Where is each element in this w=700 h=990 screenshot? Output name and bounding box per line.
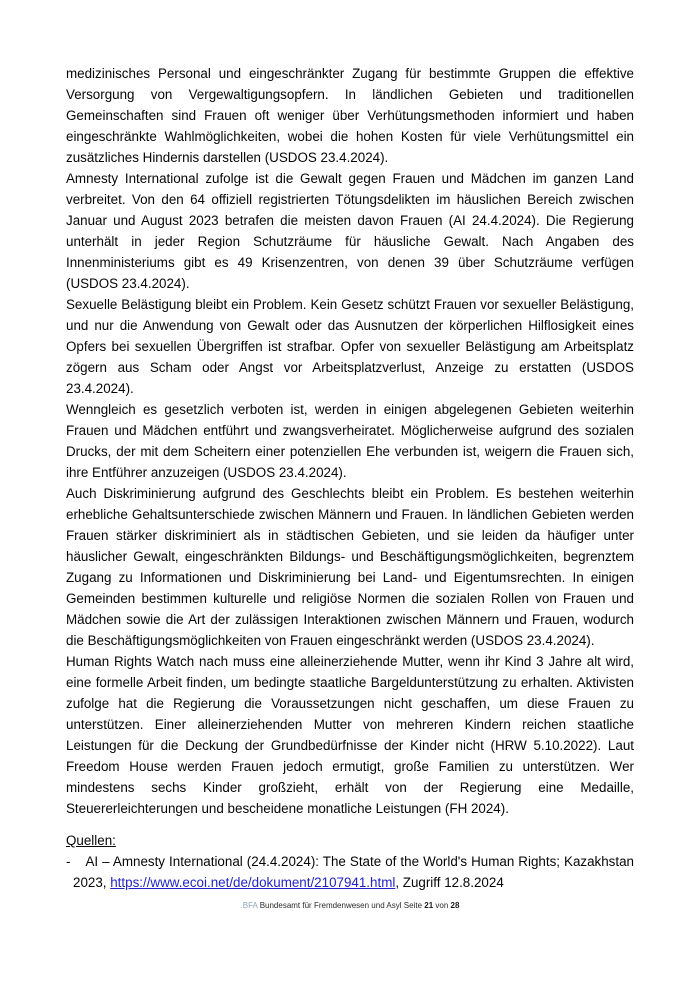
source-list-item bbox=[66, 851, 634, 893]
bfa-logo: .BFA bbox=[240, 901, 258, 910]
sources-section bbox=[66, 830, 634, 851]
paragraph-1: medizinisches Personal und eingeschränkter Zugang für bestimmte Gruppen die effektive Versorgung von Vergewaltigungsopfern. In ländlichen Gebieten und traditionellen Gemeinschaften sind Frauen oft weniger über Verhütungsmethoden informiert und haben eingeschränkte Wahlmöglichkeiten, wobei die hohen Kosten für viele Verhütungsmittel ein zusätzliches Hindernis darstellen (USDOS 23.4.2024). bbox=[66, 66, 634, 165]
footer-page-label: Seite bbox=[403, 901, 423, 910]
footer-of-label: von bbox=[435, 901, 449, 910]
paragraph-5: Auch Diskriminierung aufgrund des Geschlechts bleibt ein Problem. Es bestehen weiterhin erhebliche Gehaltsunterschiede zwischen Männern und Frauen. In ländlichen Gebieten werden Frauen stärker diskriminiert als in städtischen Gebieten, und sie leiden da häufiger unter häuslicher Gewalt, eingeschränkten Bildungs- und Beschäftigungsmöglichkeiten, begrenztem Zugang zu Informationen und Diskriminierung bei Land- und Eigentumsrechten. In einigen Gemeinden bestimmen kulturelle und religiöse Normen die sozialen Rollen von Frauen und Mädchen sowie die Art der zulässigen Interaktionen zwischen Männern und Frauen, wodurch die Beschäftigungsmöglichkeiten von Frauen eingeschränkt werden (USDOS 23.4.2024). bbox=[66, 486, 634, 648]
paragraph-6: Human Rights Watch nach muss eine alleinerziehende Mutter, wenn ihr Kind 3 Jahre alt wird, eine formelle Arbeit finden, um bedingte staatliche Bargeldunterstützung zu erhalten. Aktivisten zufolge hat die Regierung die Voraussetzungen nicht geschaffen, um diese Frauen zu unterstützen. Einer alleinerziehenden Mutter von mehreren Kindern reichen staatliche Leistungen für die Deckung der Grundbedürfnisse der Kinder nicht (HRW 5.10.2022). Laut Freedom House werden Frauen jedoch ermutigt, große Familien zu unterstützen. Wer mindestens sechs Kinder großzieht, erhält von der Regierung eine Medaille, Steuererleichterungen und bescheidene monatliche Leistungen (FH 2024). bbox=[66, 654, 634, 816]
paragraph-4: Wenngleich es gesetzlich verboten ist, werden in einigen abgelegenen Gebieten weiterhin Frauen und Mädchen entführt und zwangsverheiratet. Möglicherweise aufgrund des sozialen Drucks, der mit dem Scheitern einer potenziellen Ehe verbunden ist, weigern die Frauen sich, ihre Entführer anzuzeigen (USDOS 23.4.2024). bbox=[66, 402, 634, 480]
bullet-dash: - bbox=[66, 854, 71, 869]
footer-org-name: Bundesamt für Fremdenwesen und Asyl bbox=[259, 901, 402, 910]
sources-heading: Quellen: bbox=[66, 833, 116, 848]
page-footer bbox=[0, 900, 700, 912]
source-text-before: AI – Amnesty International (24.4.2024): The State of the World's Human Rights; Kazakhstan 2023, bbox=[73, 854, 634, 890]
footer-page-total: 28 bbox=[450, 901, 460, 910]
footer-page-current: 21 bbox=[424, 901, 434, 910]
paragraph-3: Sexuelle Belästigung bleibt ein Problem. Kein Gesetz schützt Frauen vor sexueller Belästigung, und nur die Anwendung von Gewalt oder das Ausnutzen der körperlichen Hilflosigkeit eines Opfers bei sexuellen Übergriffen ist strafbar. Opfer von sexueller Belästigung am Arbeitsplatz zögern aus Scham oder Angst vor Arbeitsplatzverlust, Anzeige zu erstatten (USDOS 23.4.2024). bbox=[66, 297, 634, 396]
paragraph-2: Amnesty International zufolge ist die Gewalt gegen Frauen und Mädchen im ganzen Land verbreitet. Von den 64 offiziell registrierten Tötungsdelikten im häuslichen Bereich zwischen Januar und August 2023 betrafen die meisten davon Frauen (AI 24.4.2024). Die Regierung unterhält in jeder Region Schutzräume für häusliche Gewalt. Nach Angaben des Innenministeriums gibt es 49 Krisenzentren, von denen 39 über Schutzräume verfügen (USDOS 23.4.2024). bbox=[66, 171, 634, 291]
source-link[interactable]: https://www.ecoi.net/de/dokument/2107941.html bbox=[110, 875, 396, 890]
source-text-after: , Zugriff 12.8.2024 bbox=[395, 875, 504, 890]
page-content bbox=[66, 63, 634, 893]
